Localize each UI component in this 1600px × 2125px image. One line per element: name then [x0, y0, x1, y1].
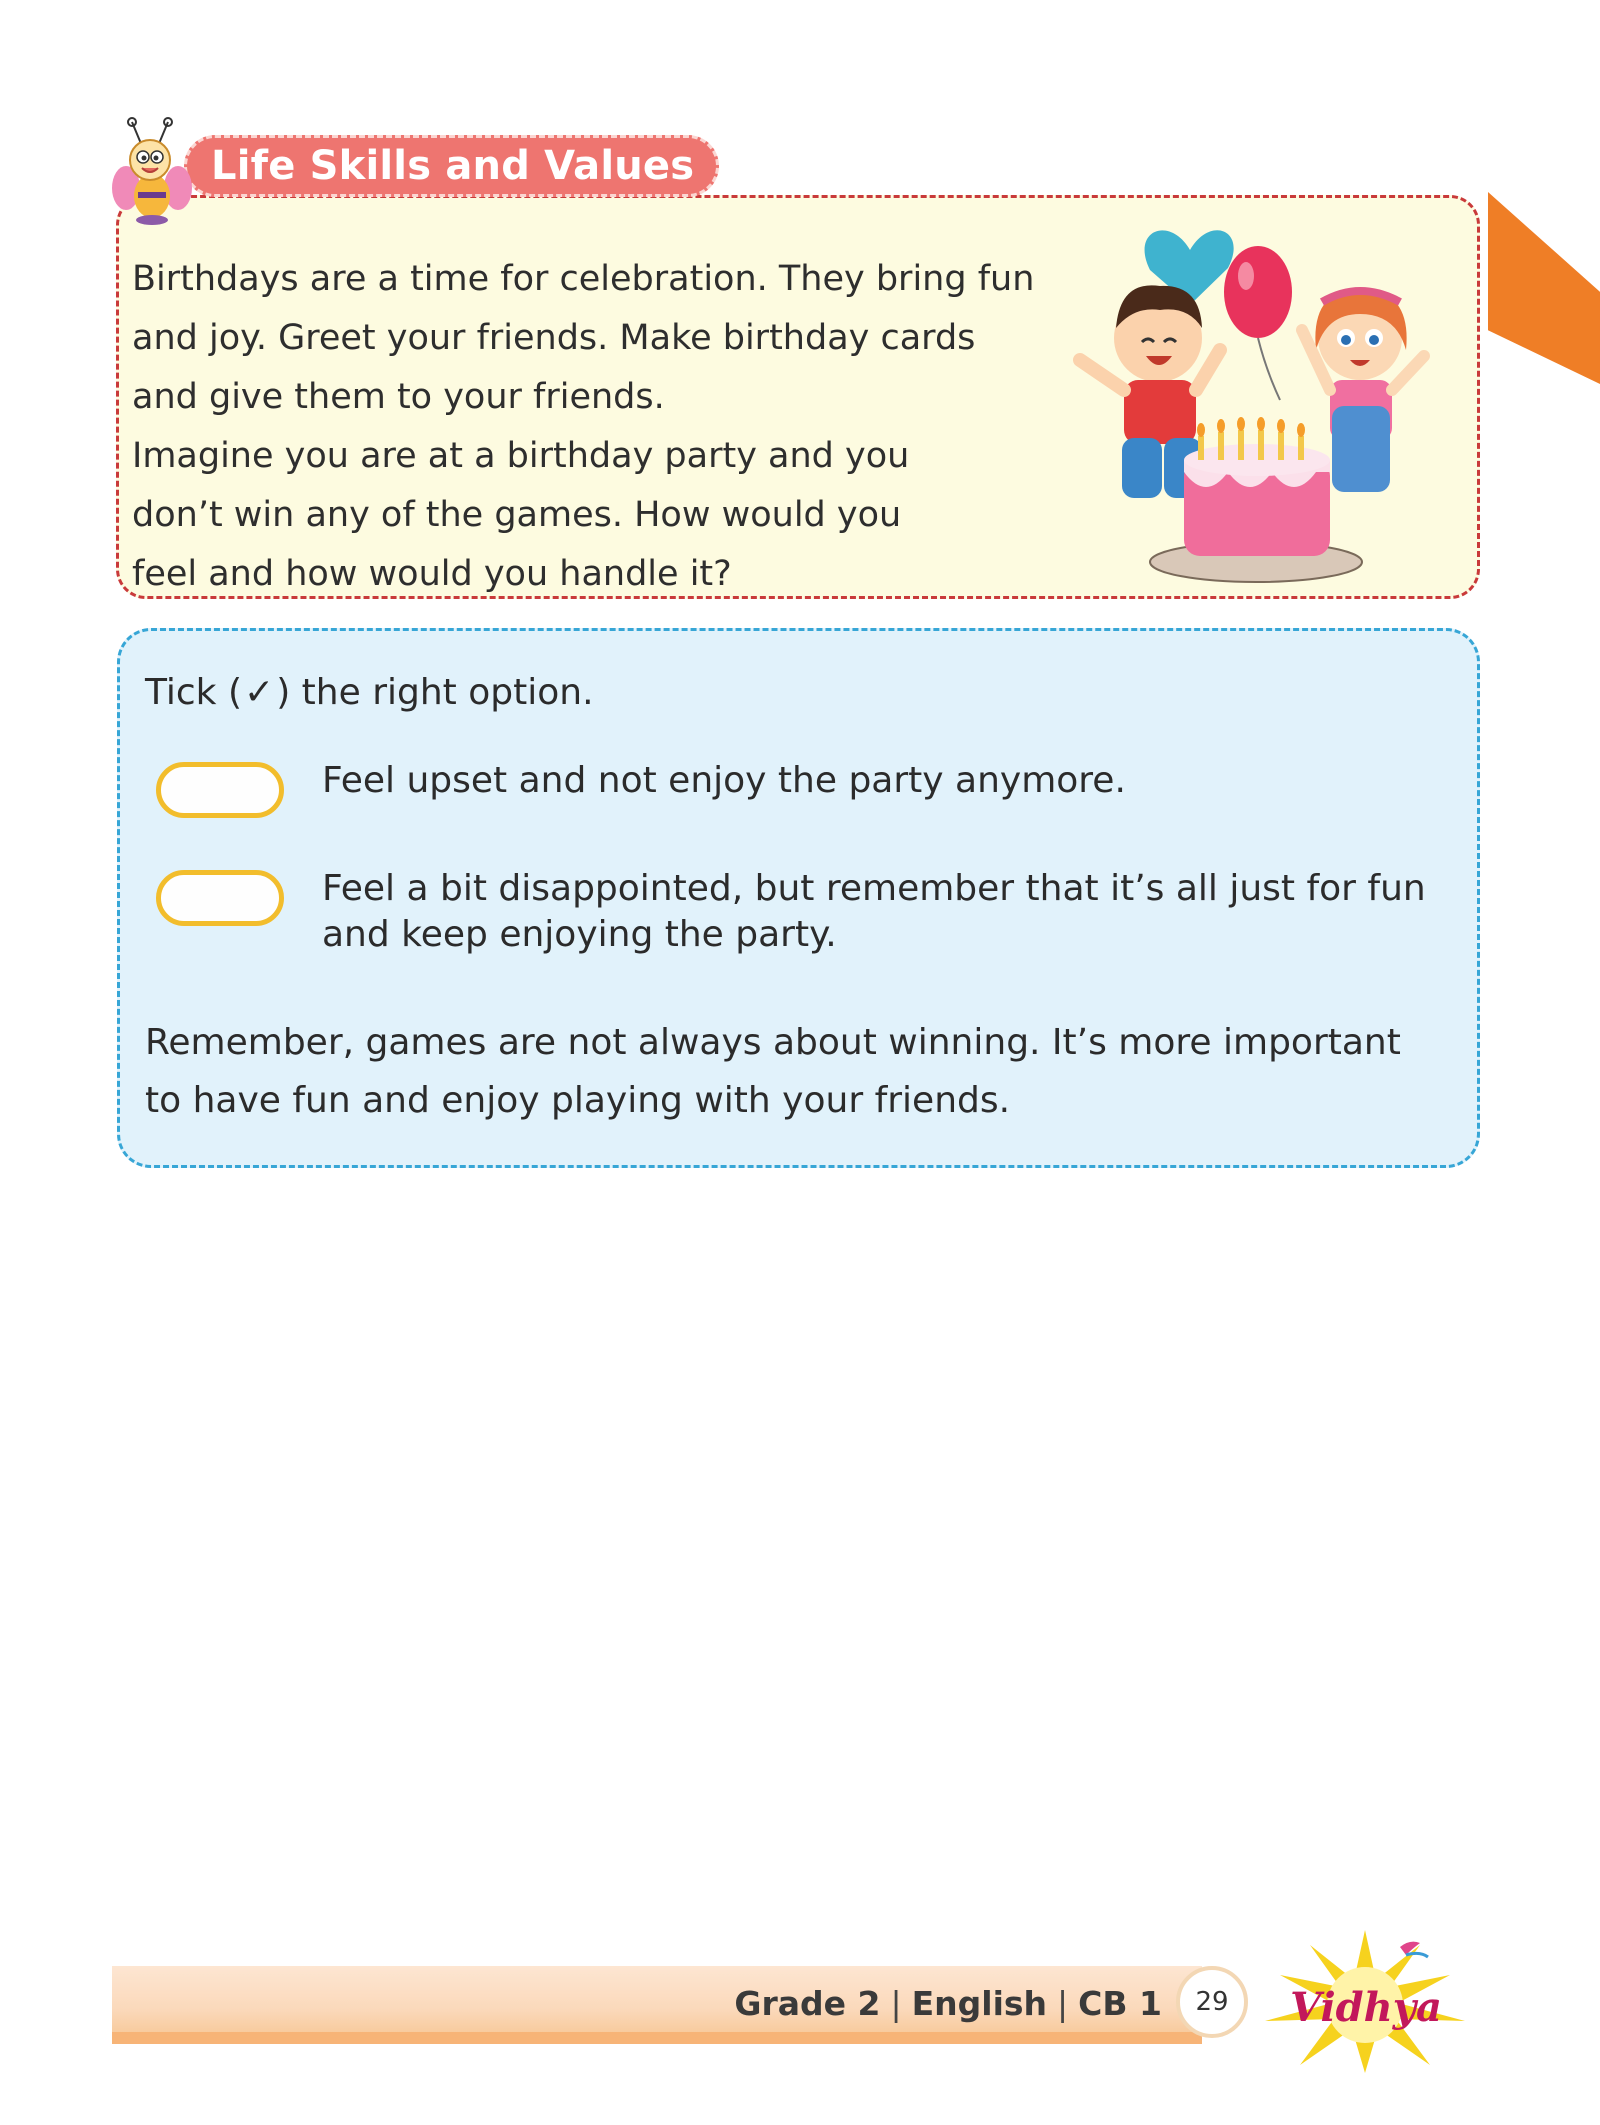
instruction-text-end: ) the right option. — [276, 672, 594, 713]
footer-subject: English — [911, 1984, 1048, 2023]
option-1-text: Feel upset and not enjoy the party anymore. — [322, 760, 1126, 801]
footer-book: CB 1 — [1078, 1984, 1162, 2023]
remember-note — [145, 1014, 1455, 1130]
option-2-tick-box[interactable] — [156, 870, 284, 926]
skills-line: don’t win any of the games. How would you — [132, 495, 902, 535]
life-skills-heading: Life Skills and Values — [184, 135, 719, 197]
instruction-text-start: Tick ( — [145, 672, 243, 713]
skills-line: feel and how would you handle it? — [132, 554, 732, 594]
option-1 — [156, 758, 1492, 818]
life-skills-text — [132, 250, 1082, 604]
option-2 — [156, 866, 1492, 958]
footer-grade: Grade 2 — [734, 1984, 881, 2023]
birthday-party-illustration — [1060, 210, 1450, 590]
logo-text: Vidhya — [1290, 1984, 1442, 2031]
life-skills-header — [112, 120, 719, 212]
tick-icon: ✓ — [244, 672, 275, 713]
vidhya-logo — [1250, 1925, 1480, 2075]
skills-line: Imagine you are at a birthday party and you — [132, 436, 910, 476]
option-1-tick-box[interactable] — [156, 762, 284, 818]
corner-tab-decoration — [1488, 192, 1600, 384]
footer-separator: | — [1057, 1984, 1069, 2023]
bee-mascot-icon — [112, 116, 194, 228]
page-number: 29 — [1176, 1966, 1248, 2038]
skills-line: and joy. Greet your friends. Make birthday cards — [132, 318, 976, 358]
remember-line: Remember, games are not always about winning. It’s more important — [145, 1022, 1401, 1063]
footer-separator: | — [890, 1984, 902, 2023]
footer-book-info — [734, 1984, 1162, 2023]
skills-line: and give them to your friends. — [132, 377, 665, 417]
remember-line: to have fun and enjoy playing with your friends. — [145, 1080, 1011, 1121]
skills-line: Birthdays are a time for celebration. They bring fun — [132, 259, 1035, 299]
tick-instruction — [145, 668, 594, 718]
option-2-text: Feel a bit disappointed, but remember that it’s all just for fun and keep enjoying the party. — [322, 868, 1426, 955]
